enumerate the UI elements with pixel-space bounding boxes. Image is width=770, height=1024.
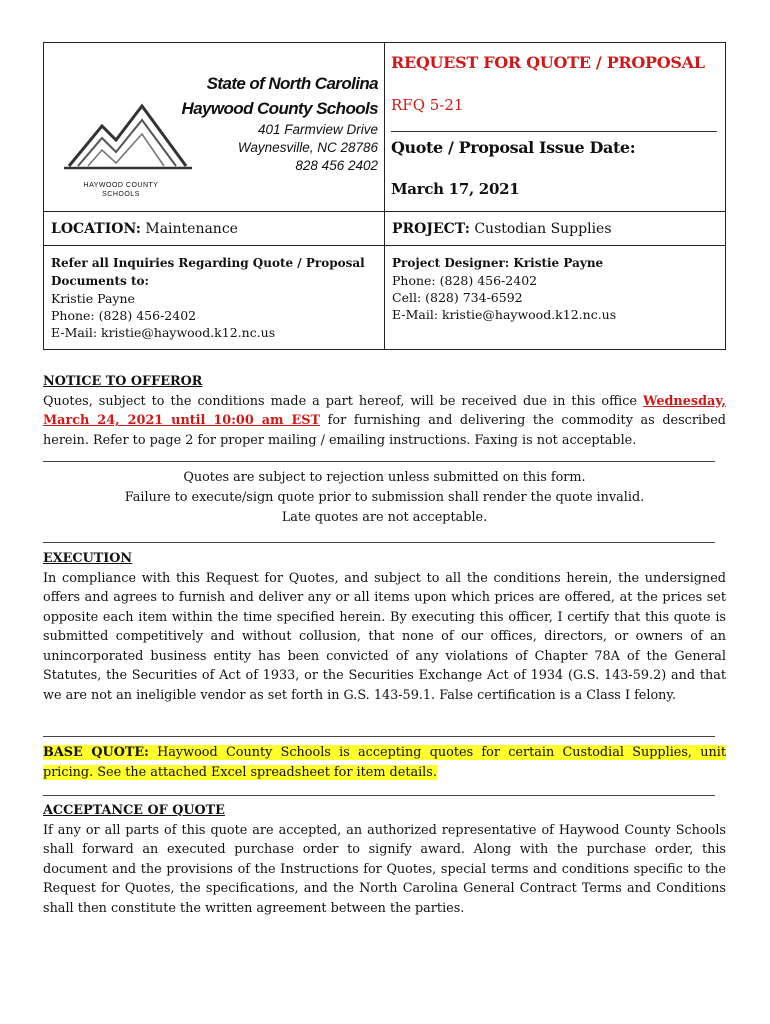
acceptance-heading: ACCEPTANCE OF QUOTE <box>43 803 225 818</box>
issue-date-value: March 17, 2021 <box>391 180 520 198</box>
inquiries-heading-2: Documents to: <box>51 274 149 288</box>
location-value: Maintenance <box>145 221 238 237</box>
district-name: Haywood County Schools <box>181 99 378 118</box>
header-table <box>43 42 726 350</box>
execution-heading: EXECUTION <box>43 551 133 566</box>
address-line-1: 401 Farmview Drive <box>257 122 378 137</box>
issue-date-label: Quote / Proposal Issue Date: <box>391 138 636 157</box>
location-cell <box>44 212 385 246</box>
execution-text: In compliance with this Request for Quotes, and subject to all the conditions herein, the undersigned offers and agrees to furnish and deliver any or all items upon which prices are offered, at the prices set opposite each item within the time specified herein. By executing this officer, I certify that this quote is submitted competitively and without collusion, that none of our offices, directors, or owners of an unincorporated business entity has been convicted of any violations of Chapter 78A of the General Statutes, the Securities of Act of 1933, or the Securities Exchange Act of 1934 (G.S. 143-59.2) and that we are not an ineligible vendor as set forth in G.S. 143-59.1. False certification is a Class I felony. <box>43 570 726 703</box>
acceptance-section <box>43 801 726 918</box>
state-name: State of North Carolina <box>206 74 378 93</box>
designer-cell <box>385 246 726 350</box>
address-block <box>238 121 378 175</box>
inquiries-email: E-Mail: kristie@haywood.k12.nc.us <box>51 325 276 340</box>
warning-line-2: Failure to execute/sign quote prior to submission shall render the quote invalid. <box>124 490 645 505</box>
logo-caption-line1: HAYWOOD COUNTY <box>83 182 159 189</box>
acceptance-text: If any or all parts of this quote are accepted, an authorized representative of Haywood County Schools shall forward an executed purchase order to signify award. Along with the purchase order, this document and the provisions of the Instructions for Quotes, special terms and conditions specific to the Request for Quotes, the specifications, and the North Carolina General Contract Terms and Conditions shall then constitute the written agreement between the parties. <box>43 822 726 916</box>
rfq-number: RFQ 5-21 <box>391 96 464 114</box>
divider-1 <box>43 461 715 462</box>
rfq-title: REQUEST FOR QUOTE / PROPOSAL <box>391 53 705 72</box>
notice-heading: NOTICE TO OFFEROR <box>43 374 203 389</box>
address-line-2: Waynesville, NC 28786 <box>237 140 378 155</box>
warning-line-1: Quotes are subject to rejection unless submitted on this form. <box>183 470 586 485</box>
designer-phone: Phone: (828) 456-2402 <box>392 273 538 288</box>
address-phone: 828 456 2402 <box>295 158 378 173</box>
divider-3 <box>43 736 715 737</box>
rfq-divider <box>391 131 717 132</box>
inquiries-cell <box>44 246 385 350</box>
inquiries-phone: Phone: (828) 456-2402 <box>51 308 197 323</box>
inquiries-name: Kristie Payne <box>51 291 135 306</box>
notice-text <box>43 392 726 451</box>
designer-cell-phone: Cell: (828) 734-6592 <box>392 290 523 305</box>
rfq-cell <box>385 43 726 212</box>
project-label: PROJECT: <box>392 221 470 237</box>
notice-deadline: Wednesday, March 24, 2021 until 10:00 am EST <box>43 393 726 428</box>
mountain-logo-icon <box>64 88 194 183</box>
warnings-block <box>43 468 726 528</box>
designer-email: E-Mail: kristie@haywood.k12.nc.us <box>392 307 617 322</box>
logo-caption <box>71 181 171 199</box>
inquiries-heading-1: Refer all Inquiries Regarding Quote / Proposal <box>51 256 365 270</box>
logo-cell <box>44 43 385 212</box>
notice-text-before: Quotes, subject to the conditions made a part hereof, will be received due in this office <box>43 393 644 409</box>
project-cell <box>385 212 726 246</box>
warning-line-3: Late quotes are not acceptable. <box>281 510 488 525</box>
base-quote-text: Haywood County Schools is accepting quotes for certain Custodial Supplies, unit pricing. See the attached Excel spreadsheet for item details. <box>43 745 726 780</box>
notice-text-after: for furnishing and delivering the commodity as described herein. Refer to page 2 for proper mailing / emailing instructions. Faxing is not acceptable. <box>43 413 726 448</box>
location-label: LOCATION: <box>51 221 141 237</box>
logo-caption-line2: SCHOOLS <box>102 191 140 198</box>
divider-2 <box>43 542 715 543</box>
project-value: Custodian Supplies <box>474 221 612 237</box>
execution-section <box>43 549 726 705</box>
base-quote-section <box>43 743 726 782</box>
base-quote-label: BASE QUOTE: <box>43 745 149 760</box>
notice-section <box>43 372 726 450</box>
organization-title <box>182 71 378 121</box>
designer-heading: Project Designer: Kristie Payne <box>392 256 604 270</box>
divider-4 <box>43 795 715 796</box>
